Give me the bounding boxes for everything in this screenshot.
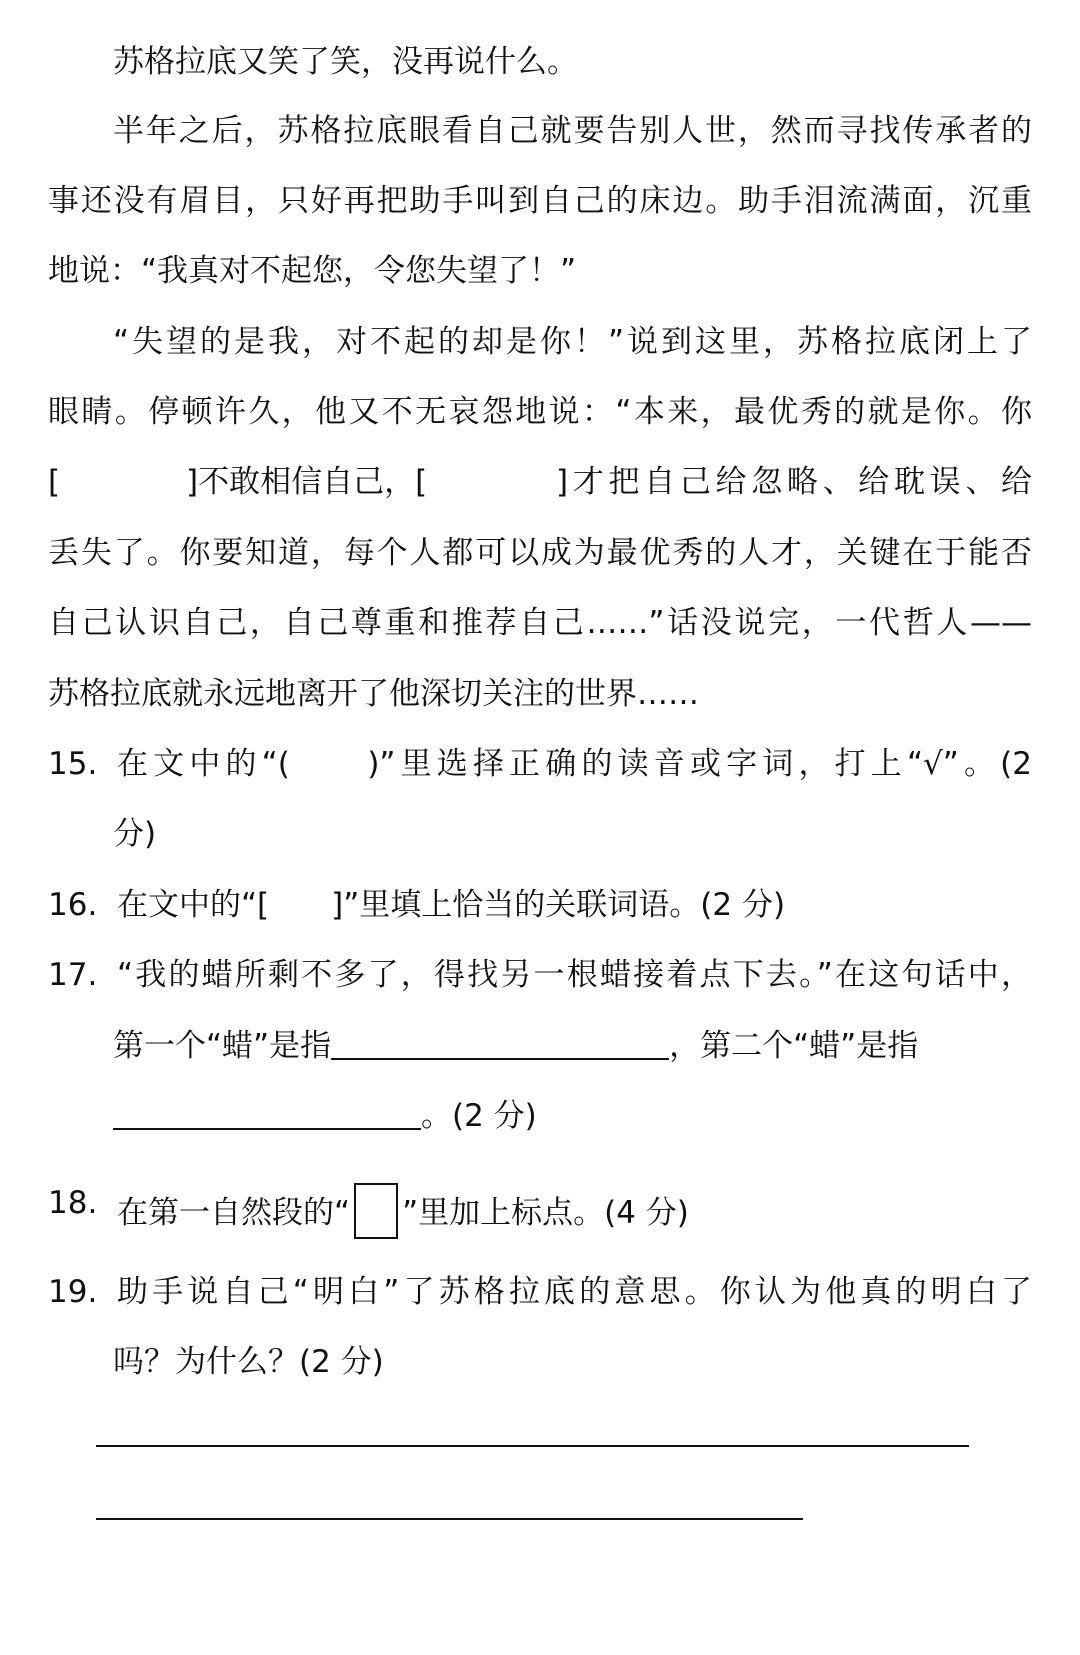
passage-line-2: 半年之后，苏格拉底眼看自己就要告别人世，然而寻找传承者的 [113, 113, 1032, 149]
answer-blank-second-wax[interactable] [113, 1098, 421, 1130]
question-17-first-wax-label: 第一个“蜡”是指 [113, 1028, 332, 1064]
question-17-score: 。(2 分) [421, 1098, 537, 1134]
question-16-number: 16. [48, 887, 98, 923]
question-17-second-wax-label: ，第二个“蜡”是指 [669, 1028, 919, 1064]
question-19-text: 助手说自己“明白”了苏格拉底的意思。你认为他真的明白了 [117, 1274, 1032, 1310]
question-18-text-b: ”里加上标点。(4 分) [402, 1195, 689, 1231]
passage-line-10: 苏格拉底就永远地离开了他深切关注的世界…… [48, 676, 699, 712]
question-16-text: 在文中的“[ ]”里填上恰当的关联词语。(2 分) [117, 887, 786, 923]
answer-blank-first-wax[interactable] [331, 1028, 669, 1060]
answer-line-1[interactable] [96, 1445, 969, 1447]
question-19-text-cont: 吗？为什么？(2 分) [113, 1344, 384, 1380]
question-17-text: “我的蜡所剩不多了，得找另一根蜡接着点下去。”在这句话中， [117, 957, 1032, 993]
question-18-number: 18. [48, 1185, 98, 1221]
question-18-text [117, 1183, 689, 1239]
question-17-line-3 [113, 1096, 537, 1136]
passage-line-4: 地说：“我真对不起您，令您失望了！” [48, 253, 577, 289]
punctuation-answer-box[interactable] [354, 1183, 398, 1239]
passage-line-9: 自己认识自己，自己尊重和推荐自己……”话没说完，一代哲人—— [48, 605, 1032, 641]
question-19-number: 19. [48, 1274, 98, 1310]
passage-line-5: “失望的是我，对不起的却是你！”说到这里，苏格拉底闭上了 [113, 324, 1032, 360]
question-15-text-cont: 分) [113, 816, 157, 852]
question-15-text: 在文中的“( )”里选择正确的读音或字词，打上“√”。(2 [117, 746, 1032, 782]
question-18-text-a: 在第一自然段的“ [117, 1195, 351, 1231]
passage-line-7-part-2: ]才把自己给忽略、给耽误、给 [556, 464, 1032, 500]
passage-line-3: 事还没有眉目，只好再把助手叫到自己的床边。助手泪流满面，沉重 [48, 183, 1032, 219]
question-17-line-2 [113, 1026, 918, 1066]
passage-line-6: 眼睛。停顿许久，他又不无哀怨地说：“本来，最优秀的就是你。你 [48, 394, 1032, 430]
passage-line-1: 苏格拉底又笑了笑，没再说什么。 [113, 44, 578, 80]
passage-line-7-part-1: ]不敢相信自己，[ [186, 464, 428, 500]
question-15-number: 15. [48, 746, 98, 782]
answer-line-2[interactable] [96, 1518, 803, 1520]
passage-line-7-bracket-open: [ [48, 464, 61, 500]
passage-line-8: 丢失了。你要知道，每个人都可以成为最优秀的人才，关键在于能否 [48, 535, 1032, 571]
question-17-number: 17. [48, 957, 98, 993]
